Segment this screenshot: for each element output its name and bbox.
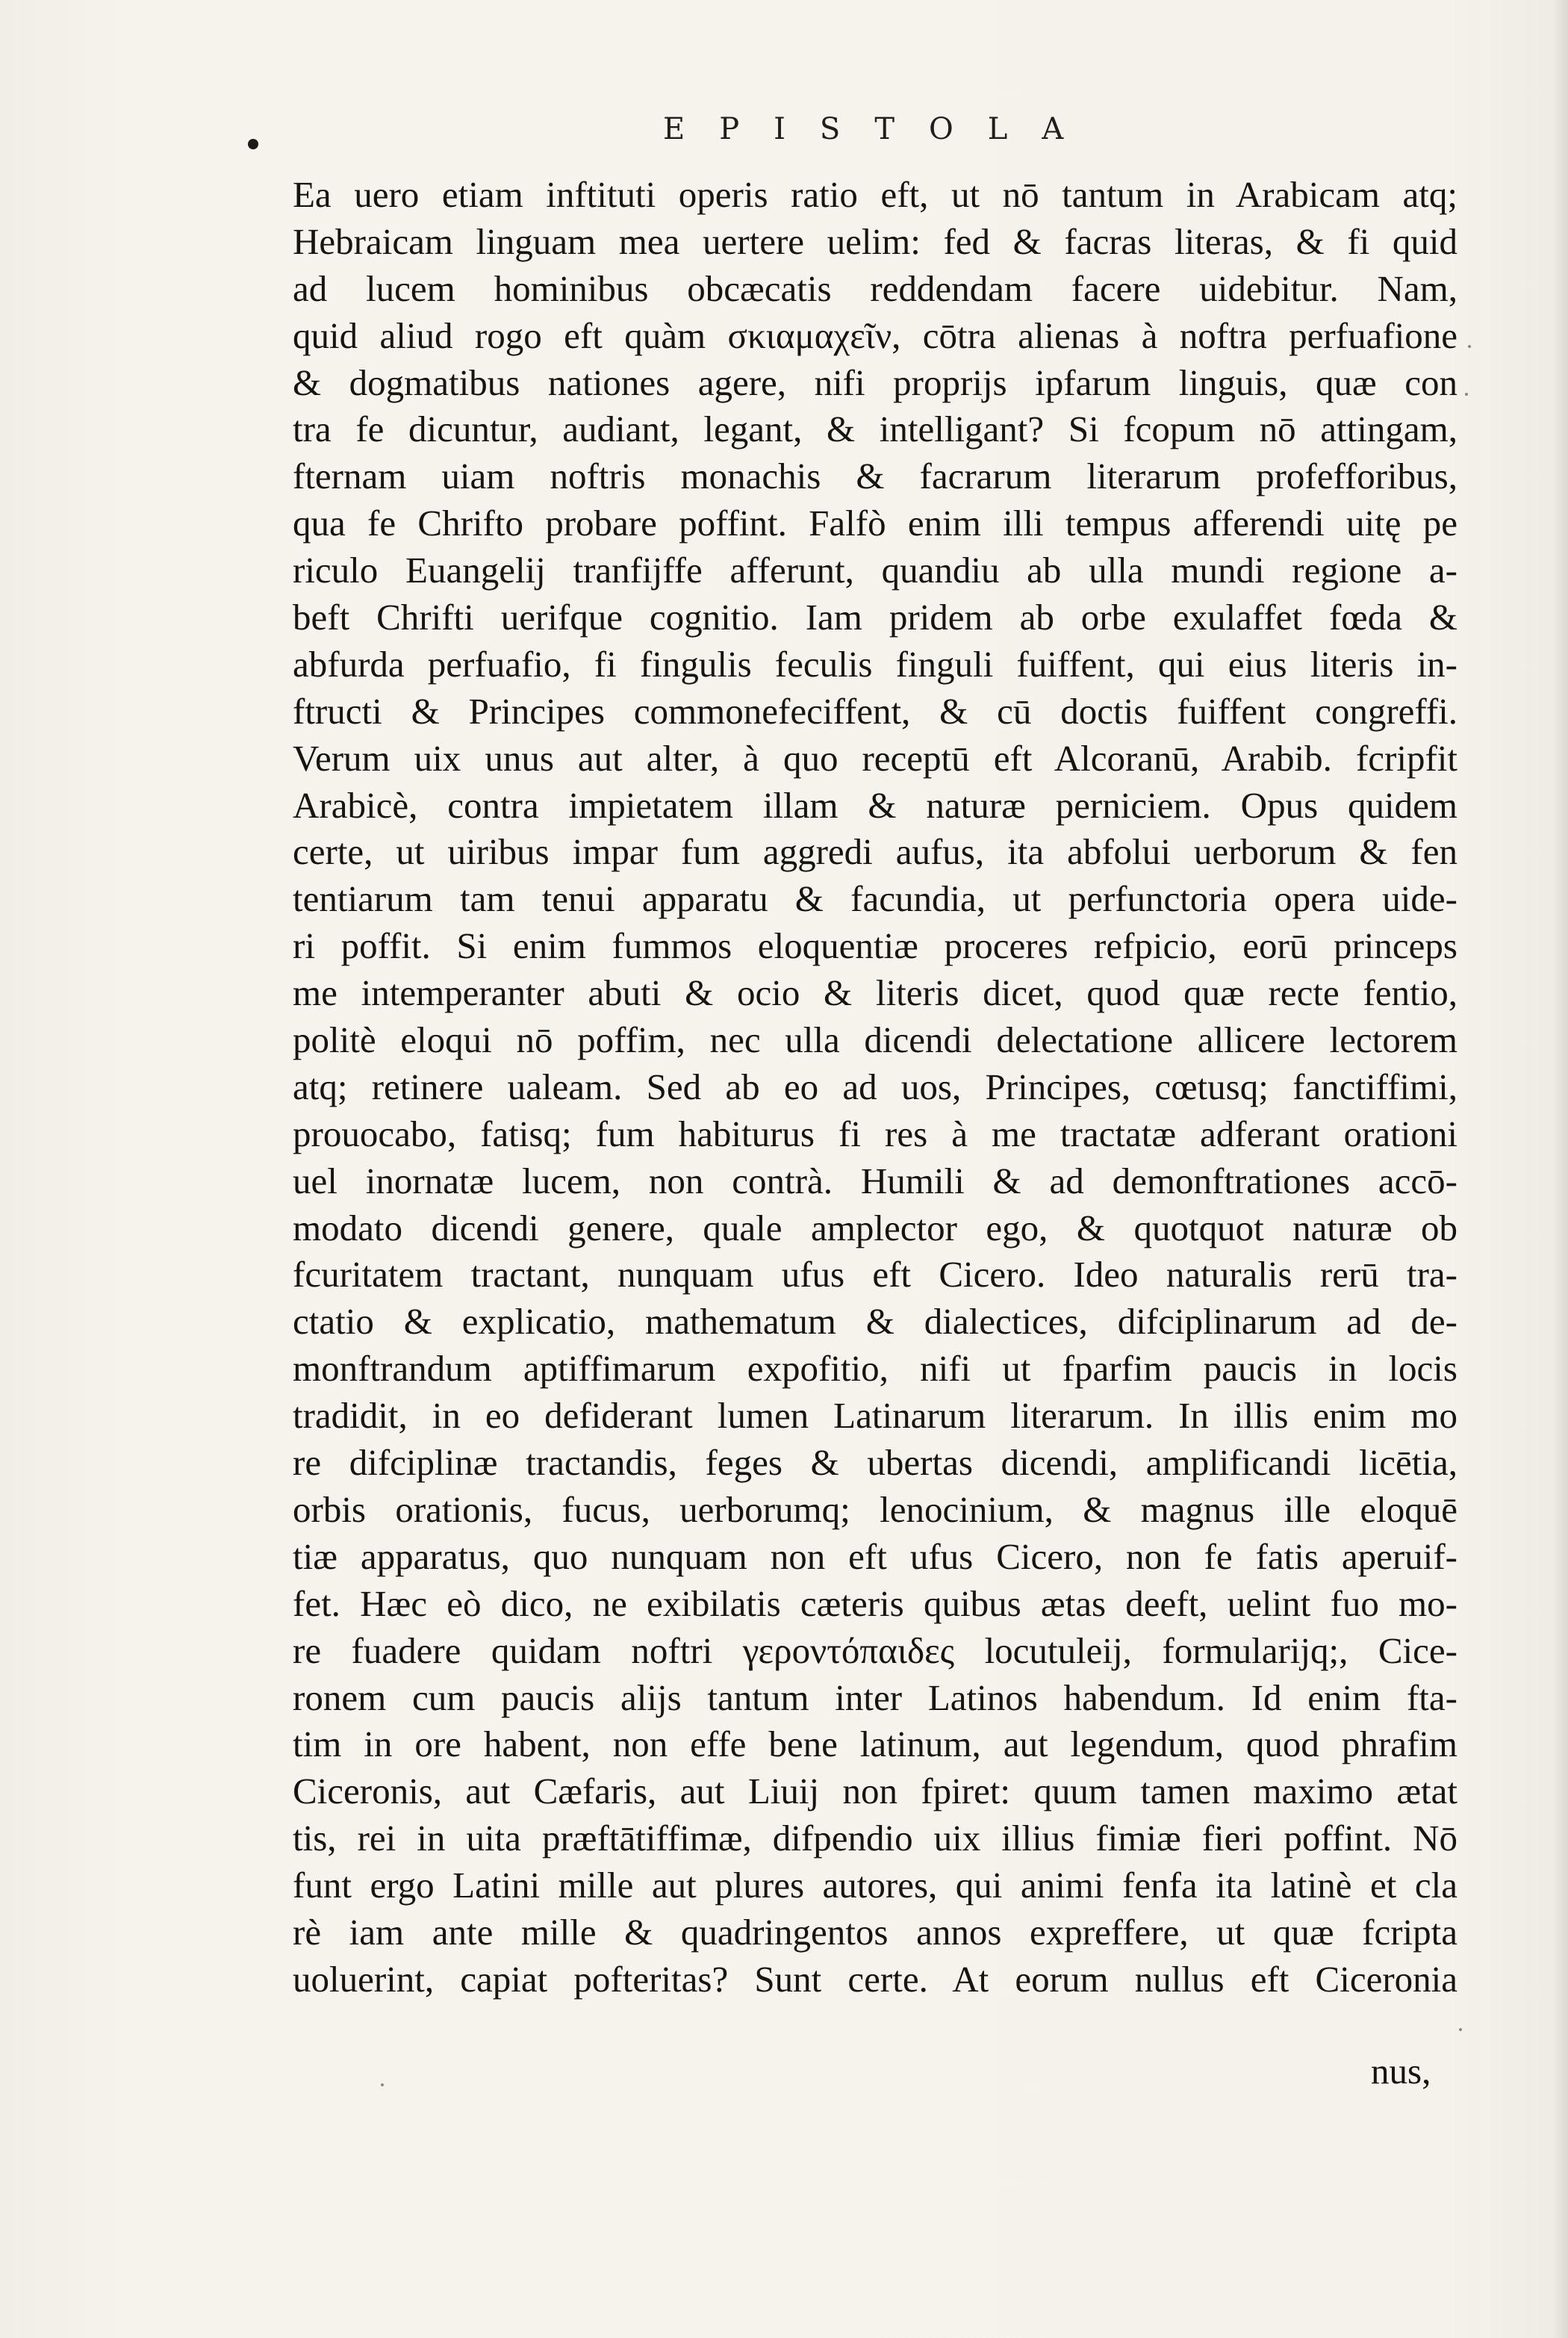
text-line: re difciplinæ tractandis, feges & ubertas dicendi, amplificandi licētia, (293, 1442, 1457, 1484)
text-line: Ea uero etiam inftituti operis ratio eft, ut nō tantum in Arabicam atq; (293, 174, 1457, 215)
text-line: prouocabo, fatisq; fum habiturus fi res à me tractatæ adferant orationi (293, 1113, 1457, 1154)
text-line: politè eloqui nō poffim, nec ulla dicendi delectatione allicere lectorem (293, 1019, 1457, 1061)
text-line: abfurda perfuafio, fi fingulis feculis finguli fuiffent, qui eius literis in- (293, 643, 1457, 685)
text-line: atq; retinere ualeam. Sed ab eo ad uos, Principes, cœtusq; fanctiffimi, (293, 1066, 1457, 1107)
text-line: tentiarum tam tenui apparatu & facundia, ut perfunctoria opera uide- (293, 878, 1457, 920)
margin-mark (1459, 2028, 1462, 2031)
text-line: funt ergo Latini mille aut plures autores, qui animi fenfa ita latinè et cla (293, 1865, 1457, 1906)
text-line: ronem cum paucis alijs tantum inter Latinos habendum. Id enim fta- (293, 1676, 1457, 1718)
text-line: fcuritatem tractant, nunquam ufus eft Cicero. Ideo naturalis rerū tra- (293, 1254, 1457, 1296)
text-line: rè iam ante mille & quadringentos annos expreffere, ut quæ fcripta (293, 1911, 1457, 1953)
text-line: qua fe Chrifto probare poffint. Falfò enim illi tempus afferendi uitę pe (293, 503, 1457, 544)
text-line: tiæ apparatus, quo nunquam non eft ufus Cicero, non fe fatis aperuif- (293, 1535, 1457, 1577)
text-line: Ciceronis, aut Cæfaris, aut Liuij non fpiret: quum tamen maximo ætat (293, 1770, 1457, 1812)
text-line: beft Chrifti uerifque cognitio. Iam pridem ab orbe exulaffet fœda & (293, 597, 1457, 638)
page-edge-shadow (1552, 0, 1568, 2338)
running-head: EPISTOLA (663, 112, 1098, 146)
text-line: me intemperanter abuti & ocio & literis dicet, quod quæ recte fentio, (293, 972, 1457, 1014)
text-line: fternam uiam noftris monachis & facrarum literarum profefforibus, (293, 456, 1457, 497)
text-line: re fuadere quidam noftri γεροντόπαιδες locutuleij, formularijq;, Cice- (293, 1629, 1457, 1671)
text-line: fet. Hæc eò dico, ne exibilatis cæteris quibus ætas deeft, uelint fuo mo- (293, 1582, 1457, 1624)
text-line: monftrandum aptiffimarum expofitio, nifi ut fparfim paucis in locis (293, 1348, 1457, 1390)
text-line: uel inornatæ lucem, non contrà. Humili & ad demonftrationes accō- (293, 1160, 1457, 1201)
text-line: Arabicè, contra impietatem illam & naturæ perniciem. Opus quidem (293, 784, 1457, 826)
text-line: tra fe dicuntur, audiant, legant, & intelligant? Si fcopum nō attingam, (293, 408, 1457, 450)
text-line: & dogmatibus nationes agere, nifi proprijs ipfarum linguis, quæ con (293, 361, 1457, 403)
text-line: riculo Euangelij tranfijffe afferunt, quandiu ab ulla mundi regione a- (293, 550, 1457, 591)
text-line: ctatio & explicatio, mathematum & dialectices, difciplinarum ad de- (293, 1301, 1457, 1343)
text-line: certe, ut uiribus impar fum aggredi aufus, ita abfolui uerborum & fen (293, 831, 1457, 873)
catchword: nus, (1371, 2051, 1431, 2092)
text-line: Verum uix unus aut alter, à quo receptū eft Alcoranū, Arabib. fcripfit (293, 737, 1457, 779)
margin-mark (1468, 345, 1471, 348)
page-ornament-dot (248, 139, 258, 149)
text-line: tradidit, in eo defiderant lumen Latinarum literarum. In illis enim mo (293, 1395, 1457, 1437)
text-line: uoluerint, capiat pofteritas? Sunt certe. At eorum nullus eft Ciceronia (293, 1958, 1457, 2000)
margin-mark (381, 2083, 384, 2086)
text-line: modato dicendi genere, quale amplector ego, & quotquot naturæ ob (293, 1207, 1457, 1249)
main-text-block (293, 172, 1457, 2003)
text-line: Hebraicam linguam mea uertere uelim: fed & facras literas, & fi quid (293, 220, 1457, 262)
text-line: ftructi & Principes commonefeciffent, & cū doctis fuiffent congreffi. (293, 690, 1457, 732)
text-line: ri poffit. Si enim fummos eloquentiæ proceres refpicio, eorū princeps (293, 925, 1457, 967)
text-line: orbis orationis, fucus, uerborumq; lenocinium, & magnus ille eloquē (293, 1488, 1457, 1530)
text-line: tim in ore habent, non effe bene latinum, aut legendum, quod phrafim (293, 1723, 1457, 1765)
margin-mark (1465, 393, 1468, 396)
text-line: ad lucem hominibus obcæcatis reddendam facere uidebitur. Nam, (293, 267, 1457, 309)
text-line: quid aliud rogo eft quàm σκιαμαχεῖν, cōtra alienas à noftra perfuafione (293, 314, 1457, 356)
text-line: tis, rei in uita præftātiffimæ, difpendio uix illius fimiæ fieri poffint. Nō (293, 1818, 1457, 1859)
